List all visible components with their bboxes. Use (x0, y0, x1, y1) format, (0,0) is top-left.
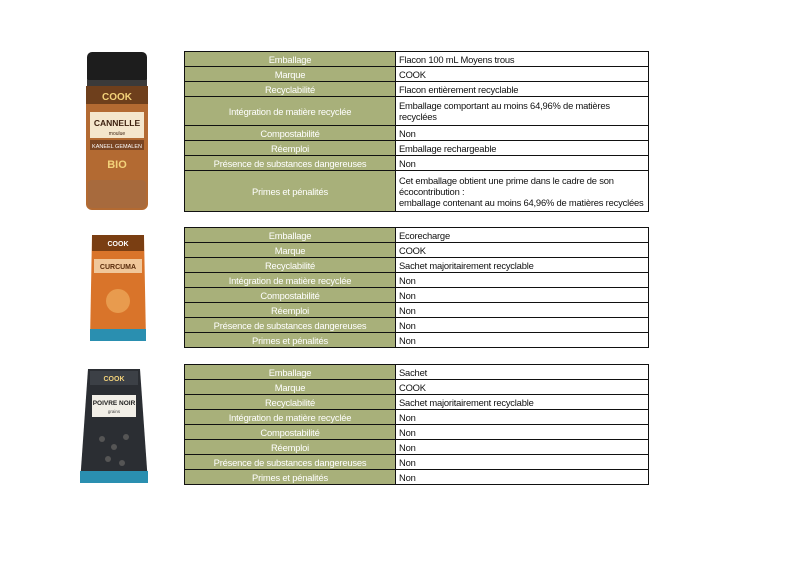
table-row (185, 52, 649, 67)
svg-text:COOK: COOK (102, 92, 132, 103)
table-row (185, 67, 649, 82)
svg-text:POIVRE NOIR: POIVRE NOIR (92, 400, 136, 407)
row-label: Marque (185, 243, 396, 258)
row-label: Primes et pénalités (185, 333, 396, 348)
row-label: Présence de substances dangereuses (185, 318, 396, 333)
row-value-line: écocontribution : (399, 185, 465, 197)
row-value-line: Non (399, 274, 416, 286)
row-value-line: Non (399, 319, 416, 331)
row-label: Emballage (185, 52, 396, 67)
table-row (185, 258, 649, 273)
row-label: Compostabilité (185, 425, 396, 440)
row-label: Présence de substances dangereuses (185, 156, 396, 171)
row-label: Intégration de matière recyclée (185, 97, 396, 126)
table-row (185, 126, 649, 141)
row-value-line: recyclées (399, 111, 437, 122)
row-label: Réemploi (185, 303, 396, 318)
product-table-curcuma (184, 227, 649, 348)
row-value-line: Emballage rechargeable (399, 142, 497, 154)
row-value-line: Emballage comportant au moins 64,96% de matières (399, 100, 610, 111)
row-label: Marque (185, 67, 396, 82)
row-value (396, 455, 649, 470)
row-value (396, 440, 649, 455)
row-label: Primes et pénalités (185, 171, 396, 212)
row-value-line: Non (399, 456, 416, 468)
row-value-line: Non (399, 304, 416, 316)
row-value (396, 156, 649, 171)
row-value-line: Non (399, 411, 416, 423)
table-row (185, 303, 649, 318)
table-row (185, 425, 649, 440)
table-row (185, 395, 649, 410)
row-value (396, 333, 649, 348)
table-row (185, 333, 649, 348)
row-label: Recyclabilité (185, 258, 396, 273)
svg-text:COOK: COOK (103, 376, 125, 383)
row-label: Emballage (185, 365, 396, 380)
cannelle-jar-image (82, 52, 152, 212)
row-value (396, 258, 649, 273)
row-value-line: Non (399, 441, 416, 453)
row-value-line: Cet emballage obtient une prime dans le cadre de son (399, 174, 614, 186)
row-value (396, 303, 649, 318)
row-value (396, 288, 649, 303)
table-row (185, 470, 649, 485)
row-value-line: Sachet majoritairement recyclable (399, 396, 534, 408)
table-row (185, 156, 649, 171)
row-label: Intégration de matière recyclée (185, 410, 396, 425)
svg-text:CANNELLE: CANNELLE (93, 118, 141, 128)
product-table-poivre-noir (184, 364, 649, 485)
table-row (185, 455, 649, 470)
row-label: Réemploi (185, 141, 396, 156)
row-value (396, 67, 649, 82)
row-label: Intégration de matière recyclée (185, 273, 396, 288)
table-row (185, 171, 649, 212)
row-value-line: Sachet (399, 366, 427, 378)
table-row (185, 228, 649, 243)
table-row (185, 318, 649, 333)
row-value-line: COOK (399, 381, 426, 393)
row-value-line: Non (399, 426, 416, 438)
table-row (185, 288, 649, 303)
row-value-line: COOK (399, 244, 426, 256)
row-value (396, 395, 649, 410)
row-value-line: emballage contenant au moins 64,96% de matières recyclées (399, 196, 644, 208)
table-row (185, 365, 649, 380)
svg-text:moulue: moulue (108, 131, 126, 137)
row-value-line: Non (399, 289, 416, 301)
row-value (396, 273, 649, 288)
row-value (396, 52, 649, 67)
row-value-line: Flacon entièrement recyclable (399, 83, 519, 95)
product-table-cannelle (184, 51, 649, 212)
row-value (396, 380, 649, 395)
row-label: Recyclabilité (185, 82, 396, 97)
row-value (396, 318, 649, 333)
row-value-line: COOK (399, 68, 426, 80)
row-value-line: Non (399, 471, 416, 483)
row-label: Réemploi (185, 440, 396, 455)
row-value (396, 228, 649, 243)
row-value (396, 470, 649, 485)
svg-text:COOK: COOK (107, 241, 129, 248)
curcuma-sachet-image (88, 231, 148, 345)
table-row (185, 410, 649, 425)
row-value (396, 141, 649, 156)
table-row (185, 380, 649, 395)
row-value (396, 365, 649, 380)
row-value (396, 126, 649, 141)
row-value (396, 82, 649, 97)
svg-text:grains: grains (107, 409, 121, 414)
row-value-line: Non (399, 334, 416, 346)
row-value-line: Flacon 100 mL Moyens trous (399, 53, 515, 65)
svg-text:BIO: BIO (107, 159, 127, 171)
table-row (185, 82, 649, 97)
table-row (185, 440, 649, 455)
svg-text:CURCUMA: CURCUMA (99, 264, 137, 271)
row-value (396, 171, 649, 212)
row-label: Compostabilité (185, 288, 396, 303)
row-value (396, 97, 649, 126)
table-row (185, 273, 649, 288)
row-value (396, 243, 649, 258)
table-row (185, 243, 649, 258)
row-value-line: Ecorecharge (399, 229, 450, 241)
row-label: Emballage (185, 228, 396, 243)
table-row (185, 97, 649, 126)
row-label: Primes et pénalités (185, 470, 396, 485)
table-row (185, 141, 649, 156)
row-value-line: Non (399, 157, 416, 169)
row-label: Compostabilité (185, 126, 396, 141)
row-value-line: Non (399, 127, 416, 139)
svg-text:KANEEL GEMALEN: KANEEL GEMALEN (92, 144, 142, 150)
poivre-noir-pouch-image (78, 367, 150, 487)
row-label: Présence de substances dangereuses (185, 455, 396, 470)
row-label: Marque (185, 380, 396, 395)
row-value (396, 410, 649, 425)
row-label: Recyclabilité (185, 395, 396, 410)
row-value (396, 425, 649, 440)
row-value-line: Sachet majoritairement recyclable (399, 259, 534, 271)
